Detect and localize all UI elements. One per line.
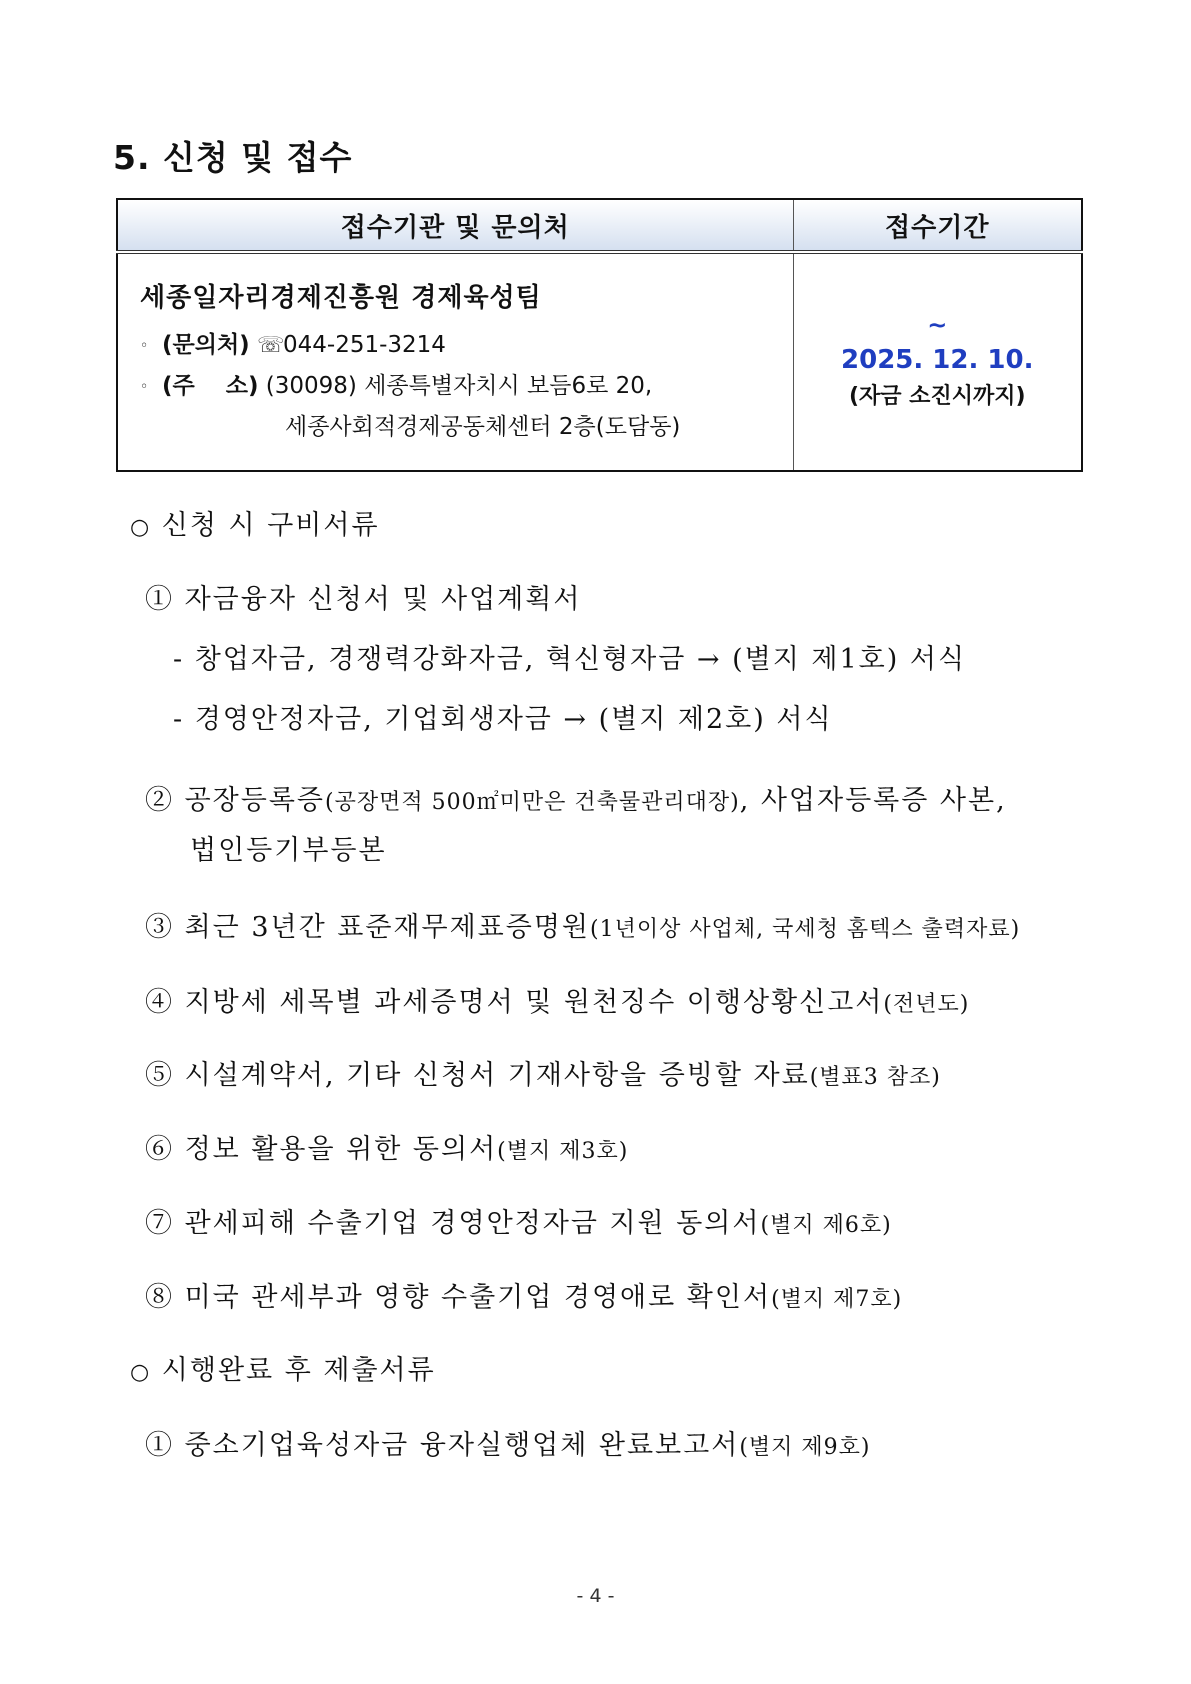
list-item (145, 1201, 892, 1240)
period-date: 2025. 12. 10. (841, 345, 1034, 375)
page-number: - 4 - (576, 1585, 615, 1607)
phone-icon: ☏ (257, 333, 285, 359)
period-cell (793, 252, 1082, 471)
group-title: 시행완료 후 제출서류 (161, 1355, 436, 1386)
list-item-continuation: 법인등기부등본 (190, 835, 387, 866)
item-tail: , 사업자등록증 사본, (739, 785, 1007, 816)
list-item (145, 1053, 941, 1092)
item-note: (1년이상 사업체, 국세청 홈텍스 출력자료) (590, 917, 1021, 942)
list-subitem: - 창업자금, 경쟁력강화자금, 혁신형자금 → (별지 제1호) 서식 (173, 644, 967, 675)
contact-label: (문의처) (162, 332, 250, 359)
header-period: 접수기간 (793, 199, 1082, 252)
address-line2: 세종사회적경제공동체센터 2층(도담동) (285, 413, 681, 440)
item-note: (별지 제7호) (771, 1287, 903, 1312)
item-main: ⑦ 관세피해 수출기업 경영안정자금 지원 동의서 (145, 1208, 761, 1239)
item-main: ① 중소기업육성자금 융자실행업체 완료보고서 (145, 1430, 740, 1461)
bullet-icon: ◦ (140, 378, 149, 395)
circle-bullet-icon: ○ (130, 515, 152, 540)
item-note: (공장면적 500㎡미만은 건축물관리대장) (325, 790, 740, 815)
item-note: (별지 제6호) (760, 1213, 892, 1238)
table-header-row (117, 199, 1082, 252)
group-title: 신청 시 구비서류 (161, 510, 380, 541)
item-main: ⑧ 미국 관세부과 영향 수출기업 경영애로 확인서 (145, 1282, 772, 1313)
list-item (145, 980, 969, 1019)
list-subitem: - 경영안정자금, 기업회생자금 → (별지 제2호) 서식 (173, 704, 833, 735)
org-cell (117, 252, 793, 471)
group-heading-application (130, 503, 380, 542)
table-row (117, 252, 1082, 471)
item-main: ④ 지방세 세목별 과세증명서 및 원천징수 이행상황신고서 (145, 987, 884, 1018)
period-tilde: ~ (927, 311, 948, 339)
header-org: 접수기관 및 문의처 (117, 199, 793, 252)
period-note: (자금 소진시까지) (848, 384, 1026, 409)
item-note: (별지 제3호) (497, 1139, 629, 1164)
reception-info-table (116, 198, 1083, 472)
section-title: 5. 신청 및 접수 (113, 138, 353, 177)
list-item: ① 자금융자 신청서 및 사업계획서 (145, 584, 582, 615)
phone-number: 044-251-3214 (283, 332, 446, 359)
address-line (140, 366, 793, 407)
list-item (145, 905, 1020, 944)
bullet-icon: ◦ (140, 337, 149, 354)
group-heading-completion (130, 1348, 436, 1387)
item-note: (별지 제9호) (739, 1435, 871, 1460)
circle-bullet-icon: ○ (130, 1360, 152, 1385)
list-item (145, 778, 1007, 817)
item-main: ③ 최근 3년간 표준재무제표증명원 (145, 912, 590, 943)
list-item (145, 1275, 902, 1314)
list-item (145, 1127, 628, 1166)
contact-line (140, 325, 793, 366)
address-line1: (30098) 세종특별자치시 보듬6로 20, (265, 373, 653, 400)
list-item (145, 1423, 870, 1462)
address-label: (주 소) (162, 373, 259, 400)
item-main: ⑥ 정보 활용을 위한 동의서 (145, 1134, 498, 1165)
item-note: (전년도) (883, 992, 970, 1017)
item-main: ⑤ 시설계약서, 기타 신청서 기재사항을 증빙할 자료 (145, 1060, 810, 1091)
item-main: ② 공장등록증 (145, 785, 325, 816)
item-note: (별표3 참조) (809, 1065, 941, 1090)
org-name: 세종일자리경제진흥원 경제육성팀 (140, 283, 542, 314)
